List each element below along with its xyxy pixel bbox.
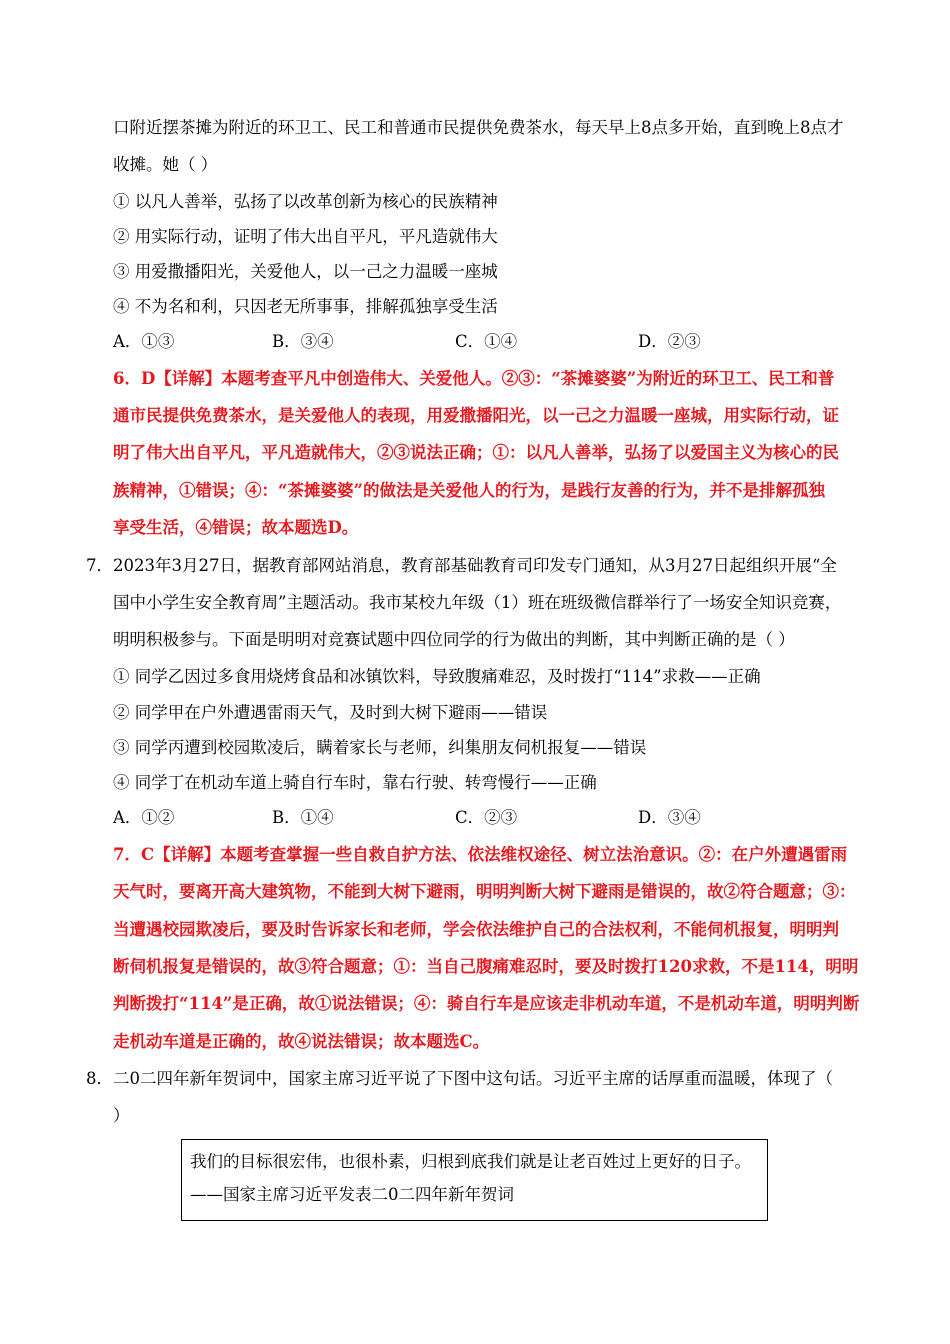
q6-item-1: ① 以凡人善举，弘扬了以改革创新为核心的民族精神 (113, 192, 498, 211)
q6-answer-line-5: 享受生活，④错误；故本题选D。 (113, 518, 359, 537)
q7-option-b: B．①④ (272, 808, 334, 827)
q8-number: 8． (86, 1069, 113, 1088)
q6-stem-line-2: 收摊。她（ ） (113, 155, 218, 174)
q6-answer-line-4: 族精神，①错误；④：“茶摊婆婆”的做法是关爱他人的行为，是践行友善的行为，并不是排解孤独 (113, 481, 825, 500)
q6-answer-line-3: 明了伟大出自平凡，平凡造就伟大，②③说法正确；①：以凡人善举，弘扬了以爱国主义为核心的民 (113, 443, 839, 462)
q6-item-3: ③ 用爱撒播阳光，关爱他人，以一己之力温暖一座城 (113, 262, 498, 281)
q6-item-4: ④ 不为名和利，只因老无所事事，排解孤独享受生活 (113, 297, 498, 316)
quote-source: ——国家主席习近平发表二0二四年新年贺词 (190, 1185, 514, 1204)
q7-stem-line-2: 国中小学生安全教育周”主题活动。我市某校九年级（1）班在班级微信群举行了一场安全知识竞赛， (113, 593, 842, 612)
q7-option-a: A．①② (113, 808, 175, 827)
q6-answer-line-1: 6．D【详解】本题考查平凡中创造伟大、关爱他人。②③：“茶摊婆婆”为附近的环卫工、民工和普 (113, 369, 835, 388)
q7-item-4: ④ 同学丁在机动车道上骑自行车时，靠右行驶、转弯慢行——正确 (113, 773, 597, 792)
q7-answer-line-4: 断伺机报复是错误的，故③符合题意；①：当自己腹痛难忍时，要及时拨打120求救，不是114，明明 (113, 957, 859, 976)
q7-option-d: D．③④ (638, 808, 701, 827)
q8-stem-line-2: ） (113, 1106, 130, 1125)
q7-option-c: C．②③ (455, 808, 518, 827)
q7-stem-line-1: 2023年3月27日，据教育部网站消息，教育部基础教育司印发专门通知，从3月27日起组织开展“全 (113, 556, 837, 575)
q6-stem-line-1: 口附近摆茶摊为附近的环卫工、民工和普通市民提供免费茶水，每天早上8点多开始，直到晚上8点才 (113, 118, 844, 137)
q7-stem-line-3: 明明积极参与。下面是明明对竞赛试题中四位同学的行为做出的判断，其中判断正确的是（ ） (113, 630, 795, 649)
quote-box (181, 1139, 768, 1221)
q7-item-3: ③ 同学丙遭到校园欺凌后，瞒着家长与老师，纠集朋友伺机报复——错误 (113, 738, 647, 757)
q7-answer-line-5: 判断拨打“114”是正确，故①说法错误；④：骑自行车是应该走非机动车道，不是机动车道，明明判断 (113, 994, 860, 1013)
q7-answer-line-3: 当遭遇校园欺凌后，要及时告诉家长和老师，学会依法维护自己的合法权利，不能伺机报复，明明判 (113, 920, 839, 939)
q8-stem-line-1: 二0二四年新年贺词中，国家主席习近平说了下图中这句话。习近平主席的话厚重而温暖，体现了（ (113, 1069, 833, 1088)
q7-answer-line-6: 走机动车道是正确的，故④说法错误；故本题选C。 (113, 1032, 490, 1051)
q7-number: 7． (86, 556, 113, 575)
q6-option-b: B．③④ (272, 332, 334, 351)
q6-answer-line-2: 通市民提供免费茶水，是关爱他人的表现，用爱撒播阳光，以一己之力温暖一座城，用实际行动，证 (113, 406, 839, 425)
q6-item-2: ② 用实际行动，证明了伟大出自平凡，平凡造就伟大 (113, 227, 498, 246)
q7-answer-line-2: 天气时，要离开高大建筑物，不能到大树下避雨，明明判断大树下避雨是错误的，故②符合题意；③： (113, 882, 856, 901)
q7-item-2: ② 同学甲在户外遭遇雷雨天气，及时到大树下避雨——错误 (113, 703, 548, 722)
q7-item-1: ① 同学乙因过多食用烧烤食品和冰镇饮料，导致腹痛难忍，及时拨打“114”求救——正确 (113, 667, 761, 686)
q6-option-d: D．②③ (638, 332, 701, 351)
q6-option-a: A．①③ (113, 332, 175, 351)
q7-answer-line-1: 7．C【详解】本题考查掌握一些自救自护方法、依法维权途径、树立法治意识。②：在户外遭遇雷雨 (113, 845, 848, 864)
q6-option-c: C．①④ (455, 332, 518, 351)
quote-text: 我们的目标很宏伟，也很朴素，归根到底我们就是让老百姓过上更好的日子。 (190, 1152, 751, 1171)
